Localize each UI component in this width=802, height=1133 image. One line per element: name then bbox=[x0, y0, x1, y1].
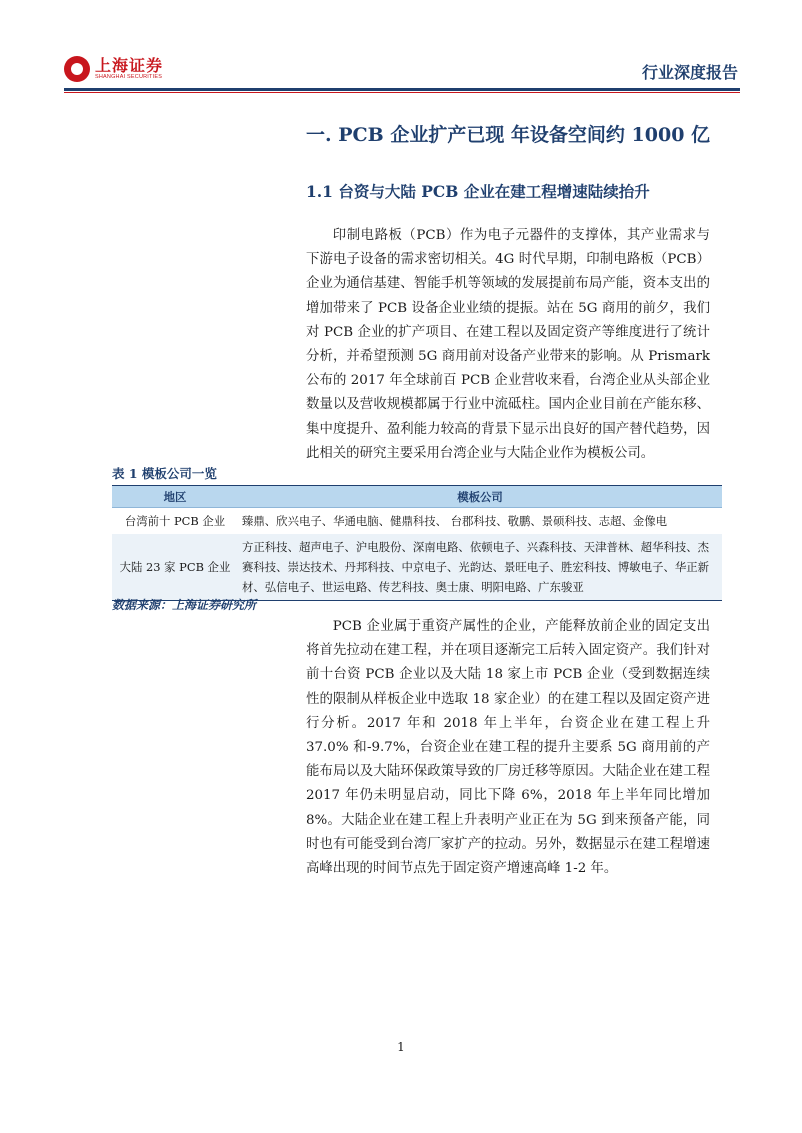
paragraph-1 bbox=[306, 224, 710, 466]
table-row bbox=[112, 508, 722, 535]
logo-en: SHANGHAI SECURITIES bbox=[95, 74, 163, 80]
table-header-region: 地区 bbox=[112, 486, 238, 508]
logo-emblem-icon bbox=[64, 56, 90, 82]
table-cell-region: 台湾前十 PCB 企业 bbox=[112, 508, 238, 535]
table-header-companies: 模板公司 bbox=[238, 486, 722, 508]
table-row bbox=[112, 534, 722, 601]
paragraph-1-text: 印制电路板（PCB）作为电子元器件的支撑体，其产业需求与下游电子设备的需求密切相关。4G 时代早期，印制电路板（PCB）企业为通信基建、智能手机等领域的发展提前布局产能，资本支出的增加带来了 PCB 设备企业业绩的提振。站在 5G 商用的前夕，我们对 PCB 企业的扩产项目、在建工程以及固定资产等维度进行了统计分析，并希望预测 5G 商用前对设备产业带来的影响。从 Prismark 公布的 2017 年全球前百 PCB 企业营收来看，台湾企业从头部企业数量以及营收规模都属于行业中流砥柱。国内企业目前在产能东移、集中度提升、盈利能力较高的背景下显示出良好的国产替代趋势，因此相关的研究主要采用台湾企业与大陆企业作为模板公司。 bbox=[306, 228, 710, 461]
logo-cn: 上海证券 bbox=[95, 56, 164, 75]
report-type: 行业深度报告 bbox=[641, 63, 738, 82]
template-companies-table bbox=[112, 485, 722, 601]
table-caption: 表 1 模板公司一览 bbox=[112, 466, 217, 481]
header-rule-red bbox=[64, 92, 740, 93]
table-header-row bbox=[112, 486, 722, 508]
table-cell-companies: 方正科技、超声电子、沪电股份、深南电路、依顿电子、兴森科技、天津普林、超华科技、杰赛科技、崇达技术、丹邦科技、中京电子、光韵达、景旺电子、胜宏科技、博敏电子、华正新材、弘信电子、世运电路、传艺科技、奥士康、明阳电路、广东骏亚 bbox=[238, 534, 722, 601]
shanghai-securities-logo bbox=[64, 56, 163, 82]
section-heading: 一. PCB 企业扩产已现 年设备空间约 1000 亿 bbox=[306, 124, 711, 146]
header-rule-blue bbox=[64, 88, 740, 91]
paragraph-2 bbox=[306, 615, 710, 881]
table-cell-region: 大陆 23 家 PCB 企业 bbox=[112, 534, 238, 601]
table-cell-companies: 臻鼎、欣兴电子、华通电脑、健鼎科技、 台郡科技、敬鹏、景硕科技、志超、金像电 bbox=[238, 508, 722, 535]
logo-text bbox=[95, 57, 163, 81]
table-source: 数据来源：上海证券研究所 bbox=[112, 598, 257, 612]
paragraph-2-text: PCB 企业属于重资产属性的企业，产能释放前企业的固定支出将首先拉动在建工程，并在项目逐渐完工后转入固定资产。我们针对前十台资 PCB 企业以及大陆 18 家上市 PCB 企业（受到数据连续性的限制从样板企业中选取 18 家企业）的在建工程以及固定资产进行分析。2017 年和 2018 年上半年，台资企业在建工程上升 37.0% 和-9.7%，台资企业在建工程的提升主要系 5G 商用前的产能布局以及大陆环保政策导致的厂房迁移等原因。大陆企业在建工程 2017 年仍未明显启动，同比下降 6%，2018 年上半年同比增加 8%。大陆企业在建工程上升表明产业正在为 5G 到来预备产能，同时也有可能受到台湾厂家扩产的拉动。另外，数据显示在建工程增速高峰出现的时间节点先于固定资产增速高峰 1-2 年。 bbox=[306, 619, 710, 877]
page-number: 1 bbox=[397, 1040, 405, 1054]
subsection-heading: 1.1 台资与大陆 PCB 企业在建工程增速陆续抬升 bbox=[306, 182, 650, 201]
